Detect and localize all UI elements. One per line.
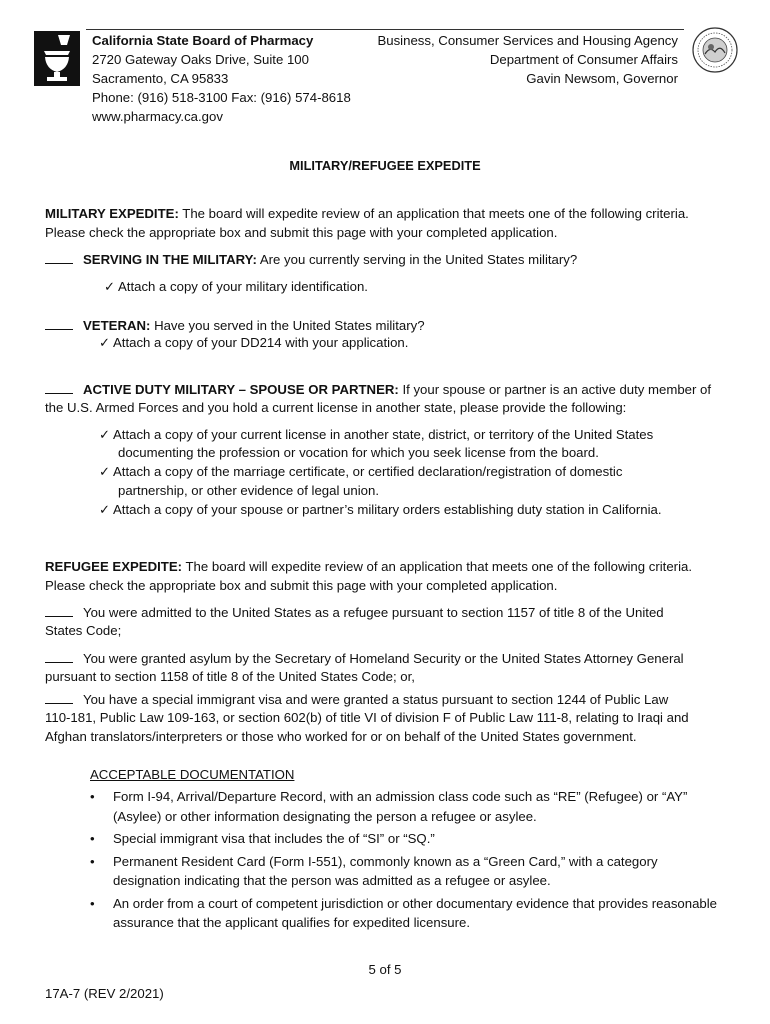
refugee-option-3-cont1: 110-181, Public Law 109-163, or section 602(b) of title VI of division F of Public Law 111-8, relating to Iraqi and bbox=[45, 710, 689, 725]
spouse-item-1 bbox=[99, 427, 653, 443]
spouse-item-2-cont: partnership, or other evidence of legal union. bbox=[118, 483, 379, 498]
form-id: 17A-7 (REV 2/2021) bbox=[45, 986, 164, 1001]
org-phone-fax: Phone: (916) 518-3100 Fax: (916) 574-8618 bbox=[92, 90, 351, 105]
spouse-option bbox=[45, 381, 711, 398]
refugee-option-2-cont: pursuant to section 1158 of title 8 of the United States Code; or, bbox=[45, 669, 415, 684]
refugee-opt1-checkbox-blank[interactable] bbox=[45, 604, 73, 617]
refugee-option-2 bbox=[45, 650, 684, 667]
refugee-opt3-text: You have a special immigrant visa and were granted a status pursuant to section 1244 of Public Law bbox=[83, 692, 669, 707]
page-title: MILITARY/REFUGEE EXPEDITE bbox=[289, 158, 481, 173]
military-intro bbox=[45, 206, 689, 222]
spouse-question-line2: the U.S. Armed Forces and you hold a current license in another state, please provide the following: bbox=[45, 400, 627, 415]
serving-item bbox=[104, 279, 368, 295]
org-address-line2: Sacramento, CA 95833 bbox=[92, 71, 229, 86]
org-website[interactable]: www.pharmacy.ca.gov bbox=[92, 109, 223, 124]
serving-option bbox=[45, 251, 577, 268]
spouse-label: ACTIVE DUTY MILITARY – SPOUSE OR PARTNER: bbox=[83, 382, 399, 397]
checkmark-icon: ✓ bbox=[99, 335, 111, 350]
checkmark-icon: ✓ bbox=[99, 464, 111, 479]
agency-name: Business, Consumer Services and Housing Agency bbox=[377, 33, 678, 48]
refugee-opt3-checkbox-blank[interactable] bbox=[45, 691, 73, 704]
spouse-item-1-cont: documenting the profession or vocation for which you seek license from the board. bbox=[118, 445, 599, 460]
military-heading: MILITARY EXPEDITE: bbox=[45, 206, 179, 221]
refugee-intro-text: The board will expedite review of an application that meets one of the following criteria. bbox=[185, 559, 693, 574]
page-number: 5 of 5 bbox=[368, 962, 402, 977]
doc-item: • An order from a court of competent jurisdiction or other documentary evidence that provides reasonable assurance that the applicant qualifies for expedited licensure. bbox=[86, 894, 726, 933]
department-name: Department of Consumer Affairs bbox=[489, 52, 678, 67]
spouse-question: If your spouse or partner is an active duty member of bbox=[402, 382, 712, 397]
refugee-option-3-cont2: Afghan translators/interpreters or those who worked for or on behalf of the United States government. bbox=[45, 729, 637, 744]
checkmark-icon: ✓ bbox=[99, 502, 111, 517]
spouse-item-1-text: Attach a copy of your current license in another state, district, or territory of the United States bbox=[113, 427, 654, 442]
refugee-option-1-cont: States Code; bbox=[45, 623, 122, 638]
refugee-option-1 bbox=[45, 604, 664, 621]
header-rule bbox=[86, 29, 684, 30]
veteran-question: Have you served in the United States military? bbox=[154, 318, 425, 333]
refugee-heading: REFUGEE EXPEDITE: bbox=[45, 559, 183, 574]
doc-item: • Permanent Resident Card (Form I-551), commonly known as a “Green Card,” with a category designation indicating that the person was admitted as a refugee or asylee. bbox=[86, 852, 726, 891]
spouse-item-2-text: Attach a copy of the marriage certificate, or certified declaration/registration of domestic bbox=[113, 464, 623, 479]
refugee-option-3 bbox=[45, 691, 668, 708]
doc-item: • Special immigrant visa that includes the of “SI” or “SQ.” bbox=[86, 829, 726, 849]
docs-heading: ACCEPTABLE DOCUMENTATION bbox=[90, 767, 295, 782]
spouse-item-3 bbox=[99, 502, 662, 518]
veteran-checkbox-blank[interactable] bbox=[45, 317, 73, 330]
serving-checkbox-blank[interactable] bbox=[45, 251, 73, 264]
serving-item-text: Attach a copy of your military identification. bbox=[118, 279, 368, 294]
serving-question: Are you currently serving in the United States military? bbox=[259, 252, 578, 267]
military-intro-line2: Please check the appropriate box and submit this page with your completed application. bbox=[45, 225, 558, 240]
veteran-item bbox=[99, 335, 408, 351]
spouse-item-2 bbox=[99, 464, 622, 480]
mortar-pestle-logo bbox=[34, 31, 80, 86]
org-name: California State Board of Pharmacy bbox=[92, 33, 314, 48]
veteran-item-text: Attach a copy of your DD214 with your application. bbox=[113, 335, 409, 350]
refugee-intro-line2: Please check the appropriate box and submit this page with your completed application. bbox=[45, 578, 558, 593]
governor-name: Gavin Newsom, Governor bbox=[526, 71, 678, 86]
veteran-option bbox=[45, 317, 425, 334]
serving-label: SERVING IN THE MILITARY: bbox=[83, 252, 257, 267]
checkmark-icon: ✓ bbox=[104, 279, 116, 294]
doc-item: • Form I-94, Arrival/Departure Record, with an admission class code such as “RE” (Refugee) or “AY” (Asylee) or other information designating the person a refugee or asylee. bbox=[86, 787, 726, 826]
refugee-opt1-text: You were admitted to the United States as a refugee pursuant to section 1157 of title 8 of the United bbox=[83, 605, 664, 620]
checkmark-icon: ✓ bbox=[99, 427, 111, 442]
org-address-line1: 2720 Gateway Oaks Drive, Suite 100 bbox=[92, 52, 309, 67]
refugee-opt2-checkbox-blank[interactable] bbox=[45, 650, 73, 663]
spouse-checkbox-blank[interactable] bbox=[45, 381, 73, 394]
state-seal-icon bbox=[692, 26, 738, 74]
refugee-intro bbox=[45, 559, 692, 575]
spouse-item-3-text: Attach a copy of your spouse or partner’s military orders establishing duty station in California. bbox=[113, 502, 662, 517]
veteran-label: VETERAN: bbox=[83, 318, 151, 333]
refugee-opt2-text: You were granted asylum by the Secretary of Homeland Security or the United States Attorney General bbox=[83, 651, 684, 666]
acceptable-documentation-list bbox=[86, 787, 726, 936]
military-intro-text: The board will expedite review of an application that meets one of the following criteria. bbox=[182, 206, 689, 221]
